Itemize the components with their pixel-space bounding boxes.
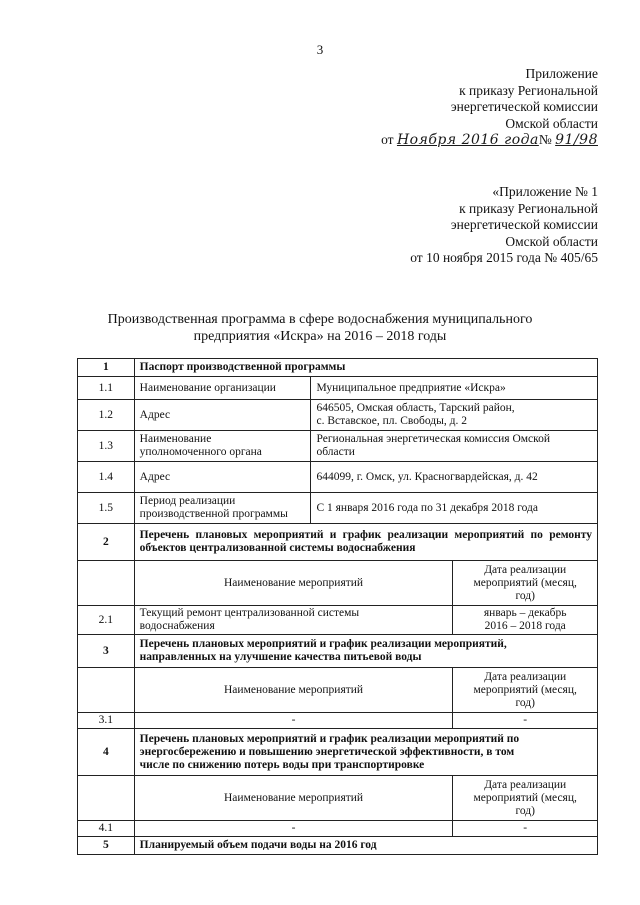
row-number: 1.5 (78, 493, 135, 524)
handwritten-date: Ноября 2016 года (396, 132, 539, 148)
attachment-block (381, 66, 598, 149)
row-number: 4.1 (78, 821, 135, 837)
attachment-quoted-block (410, 184, 598, 267)
attachment-quoted-line: энергетической комиссии (450, 217, 598, 232)
row-value (311, 431, 598, 462)
value-line: с. Вставское, пл. Свободы, д. 2 (316, 415, 467, 427)
section-title (134, 635, 597, 668)
section-number: 1 (78, 359, 135, 377)
row-label: Адрес (134, 400, 311, 431)
attachment-line: энергетической комиссии (450, 99, 598, 114)
attachment-quoted-line: к приказу Региональной (459, 200, 598, 216)
header-name: Наименование мероприятий (134, 561, 453, 606)
section-title-line: направленных на улучшение качества питьевой воды (139, 651, 422, 663)
row-number: 2.1 (78, 606, 135, 635)
attachment-signed-line (381, 132, 598, 149)
section-title-line: энергосбережению и повышению энергетической эффективности, в том (139, 745, 515, 758)
attachment-line: к приказу Региональной (459, 82, 598, 98)
table-row (78, 713, 598, 729)
table-row (78, 377, 598, 400)
row-number: 3.1 (78, 713, 135, 729)
header-date (453, 776, 598, 821)
section-title-line: Перечень плановых мероприятий и график реализации мероприятий, (139, 638, 507, 650)
header-date-line: Дата реализации (484, 563, 567, 576)
section-title (134, 729, 597, 776)
row-value: С 1 января 2016 года по 31 декабря 2018 года (311, 493, 598, 524)
header-date-line: мероприятий (месяц, (473, 791, 577, 804)
section-number: 5 (78, 837, 135, 855)
label-line: Период реализации (139, 495, 236, 507)
section-title: Паспорт производственной программы (134, 359, 597, 377)
header-row (78, 668, 598, 713)
date-line: январь – декабрь (483, 607, 567, 619)
label-line: производственной программы (139, 508, 288, 520)
row-number: 1.2 (78, 400, 135, 431)
table-row (78, 462, 598, 493)
table-row (78, 821, 598, 837)
section-number: 2 (78, 524, 135, 561)
measure-date: - (453, 821, 598, 837)
section-title: Перечень плановых мероприятий и график реализации мероприятий по ремонту объектов централизованной системы водоснабжения (134, 524, 597, 561)
section-row (78, 729, 598, 776)
table-row (78, 431, 598, 462)
measure-name: - (134, 713, 453, 729)
handwritten-number: 91/98 (555, 132, 598, 148)
section-row (78, 837, 598, 855)
measure-line: Текущий ремонт централизованной системы (139, 607, 360, 619)
section-number: 4 (78, 729, 135, 776)
title-line: предприятия «Искра» на 2016 – 2018 годы (193, 329, 447, 344)
row-number: 1.4 (78, 462, 135, 493)
title-line: Производственная программа в сфере водоснабжения муниципального (107, 312, 533, 327)
attachment-quoted-line: «Приложение № 1 (492, 184, 598, 199)
row-value: Муниципальное предприятие «Искра» (311, 377, 598, 400)
table-row (78, 400, 598, 431)
section-title: Планируемый объем подачи воды на 2016 год (134, 837, 597, 855)
header-date (453, 668, 598, 713)
measure-date (453, 606, 598, 635)
measure-name (134, 606, 453, 635)
attachment-quoted-line: от 10 ноября 2015 года № 405/65 (410, 250, 598, 265)
header-date (453, 561, 598, 606)
empty-cell (78, 561, 135, 606)
header-name: Наименование мероприятий (134, 668, 453, 713)
measure-line: водоснабжения (139, 620, 215, 632)
row-number: 1.1 (78, 377, 135, 400)
header-row (78, 561, 598, 606)
section-title-line: числе по снижению потерь воды при транспортировке (139, 758, 425, 771)
row-label (134, 493, 311, 524)
measure-date: - (453, 713, 598, 729)
value-line: Региональная энергетическая комиссия Омской (316, 433, 551, 445)
header-date-line: год) (515, 804, 535, 817)
row-label (134, 431, 311, 462)
header-date-line: год) (515, 696, 535, 709)
row-label: Наименование организации (134, 377, 311, 400)
header-name: Наименование мероприятий (134, 776, 453, 821)
row-label: Адрес (134, 462, 311, 493)
section-row (78, 359, 598, 377)
header-date-line: мероприятий (месяц, (473, 576, 577, 589)
label-line: уполномоченного органа (139, 446, 262, 458)
header-date-line: Дата реализации (484, 670, 567, 683)
section-number: 3 (78, 635, 135, 668)
section-title-line: Перечень плановых мероприятий и график реализации мероприятий по (139, 732, 520, 745)
measure-name: - (134, 821, 453, 837)
row-value: 644099, г. Омск, ул. Красногвардейская, д. 42 (311, 462, 598, 493)
page-number: 3 (316, 42, 324, 57)
row-value (311, 400, 598, 431)
section-row (78, 524, 598, 561)
document-title (40, 311, 600, 345)
empty-cell (78, 668, 135, 713)
table-row (78, 493, 598, 524)
value-line: 646505, Омская область, Тарский район, (316, 402, 515, 414)
empty-cell (78, 776, 135, 821)
label-line: Наименование (139, 433, 212, 445)
program-table-body (77, 358, 598, 855)
header-date-line: мероприятий (месяц, (473, 683, 577, 696)
attachment-line: Приложение (525, 66, 598, 81)
header-date-line: Дата реализации (484, 778, 567, 791)
date-line: 2016 – 2018 года (484, 620, 566, 632)
header-row (78, 776, 598, 821)
table-row (78, 606, 598, 635)
row-number: 1.3 (78, 431, 135, 462)
value-line: области (316, 446, 355, 458)
attachment-line: Омской области (505, 115, 598, 131)
attachment-quoted-line: Омской области (505, 233, 598, 249)
section-row (78, 635, 598, 668)
from-prefix: от (381, 132, 394, 147)
header-date-line: год) (515, 589, 535, 602)
number-prefix: № (538, 132, 552, 147)
